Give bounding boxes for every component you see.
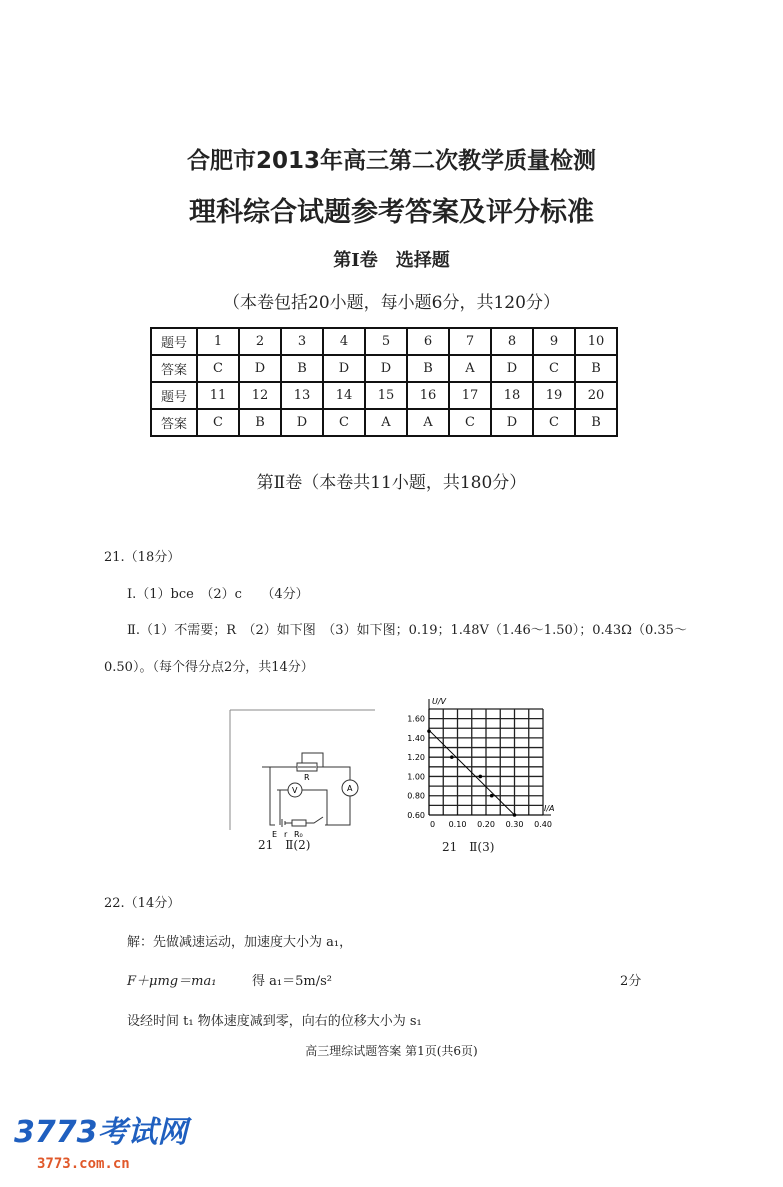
watermark-logo: 3773考试网: [14, 1115, 188, 1150]
table-cell: 20: [575, 382, 617, 409]
ui-chart: [395, 695, 560, 832]
table-cell: 2: [239, 328, 281, 355]
table-cell: 5: [365, 328, 407, 355]
q22-line1: 解：先做减速运动，加速度大小为 a₁，: [127, 935, 353, 950]
circuit-diagram: [230, 705, 380, 839]
table-cell: 9: [533, 328, 575, 355]
x-axis-label: I/A: [544, 804, 555, 813]
y-tick-label: 1.20: [407, 753, 425, 763]
table-cell: D: [491, 409, 533, 436]
table-row: [151, 328, 617, 355]
q21-line2: Ⅱ.（1）不需要；R （2）如下图 （3）如下图；0.19；1.48V（1.46～1.50）；0.43Ω（0.35～: [127, 623, 687, 638]
x-tick-label: 0.20: [477, 820, 495, 829]
page-footer: 高三理综试题答案 第1页(共6页): [305, 1044, 478, 1058]
table-cell: 8: [491, 328, 533, 355]
document-title: 合肥市2013年高三第二次教学质量检测: [186, 148, 596, 174]
table-cell: 19: [533, 382, 575, 409]
table-row: [151, 409, 617, 436]
table-cell: 11: [197, 382, 239, 409]
table-cell: B: [407, 355, 449, 382]
row-label: 题号: [151, 328, 197, 355]
table-cell: 3: [281, 328, 323, 355]
data-point: [479, 775, 483, 779]
table-cell: 17: [449, 382, 491, 409]
table-cell: B: [575, 409, 617, 436]
row-label: 答案: [151, 355, 197, 382]
x-tick-label: 0.10: [448, 820, 467, 829]
table-cell: B: [239, 409, 281, 436]
y-tick-label: 1.60: [407, 714, 425, 724]
table-cell: 13: [281, 382, 323, 409]
data-point: [513, 813, 517, 817]
y-axis-label: U/V: [432, 697, 447, 706]
y-tick-label: 0.60: [407, 811, 425, 820]
q22-line3: 设经时间 t₁ 物体速度减到零，向右的位移大小为 s₁: [127, 1014, 422, 1029]
table-cell: 7: [449, 328, 491, 355]
q22-result: 得 a₁＝5m/s²: [252, 974, 332, 989]
table-row: [151, 355, 617, 382]
y-tick-label: 1.00: [407, 772, 425, 782]
table-cell: 14: [323, 382, 365, 409]
data-point: [450, 755, 454, 759]
label-V: V: [292, 786, 298, 795]
q21-line1: Ⅰ.（1）bce （2）c （4分）: [127, 587, 309, 602]
x-tick-label: 0: [430, 820, 436, 829]
table-cell: C: [449, 409, 491, 436]
table-cell: 10: [575, 328, 617, 355]
label-r: r: [284, 830, 288, 839]
part2-heading: 第Ⅱ卷（本卷共11小题，共180分）: [256, 473, 527, 493]
part1-note: （本卷包括20小题，每小题6分，共120分）: [223, 293, 560, 313]
label-E: E: [272, 830, 278, 839]
label-R: R: [304, 773, 310, 782]
data-point: [427, 729, 431, 733]
q21-header: 21.（18分）: [104, 550, 181, 565]
q21-line3: 0.50）。（每个得分点2分，共14分）: [104, 660, 314, 675]
table-cell: 6: [407, 328, 449, 355]
table-row: [151, 382, 617, 409]
x-tick-label: 0.30: [505, 820, 524, 829]
x-tick-label: 0.40: [534, 820, 552, 829]
row-label: 题号: [151, 382, 197, 409]
table-cell: C: [533, 409, 575, 436]
table-cell: B: [575, 355, 617, 382]
table-cell: D: [239, 355, 281, 382]
table-cell: 15: [365, 382, 407, 409]
table-cell: 12: [239, 382, 281, 409]
fig1-caption: 21 Ⅱ(2): [258, 838, 311, 852]
table-cell: C: [197, 355, 239, 382]
table-cell: C: [323, 409, 365, 436]
table-cell: A: [449, 355, 491, 382]
label-R0: R₀: [294, 830, 303, 839]
table-cell: C: [197, 409, 239, 436]
part1-heading: 第Ⅰ卷 选择题: [333, 250, 450, 271]
table-cell: A: [407, 409, 449, 436]
q22-score: 2分: [620, 974, 642, 989]
table-cell: D: [281, 409, 323, 436]
q22-header: 22.（14分）: [104, 896, 181, 911]
document-subtitle: 理科综合试题参考答案及评分标准: [189, 197, 594, 228]
table-cell: 16: [407, 382, 449, 409]
answer-table: [150, 327, 618, 437]
y-tick-label: 1.40: [407, 733, 425, 743]
row-label: 答案: [151, 409, 197, 436]
table-cell: 1: [197, 328, 239, 355]
table-cell: 4: [323, 328, 365, 355]
fig2-caption: 21 Ⅱ(3): [442, 840, 495, 854]
q22-equation: F＋μmg＝ma₁: [127, 974, 217, 989]
table-cell: C: [533, 355, 575, 382]
table-cell: D: [323, 355, 365, 382]
table-cell: B: [281, 355, 323, 382]
table-cell: A: [365, 409, 407, 436]
data-point: [490, 794, 494, 798]
label-A: A: [347, 784, 353, 793]
y-tick-label: 0.80: [407, 791, 425, 801]
table-cell: 18: [491, 382, 533, 409]
table-cell: D: [491, 355, 533, 382]
table-cell: D: [365, 355, 407, 382]
watermark-url: 3773.com.cn: [37, 1156, 130, 1172]
